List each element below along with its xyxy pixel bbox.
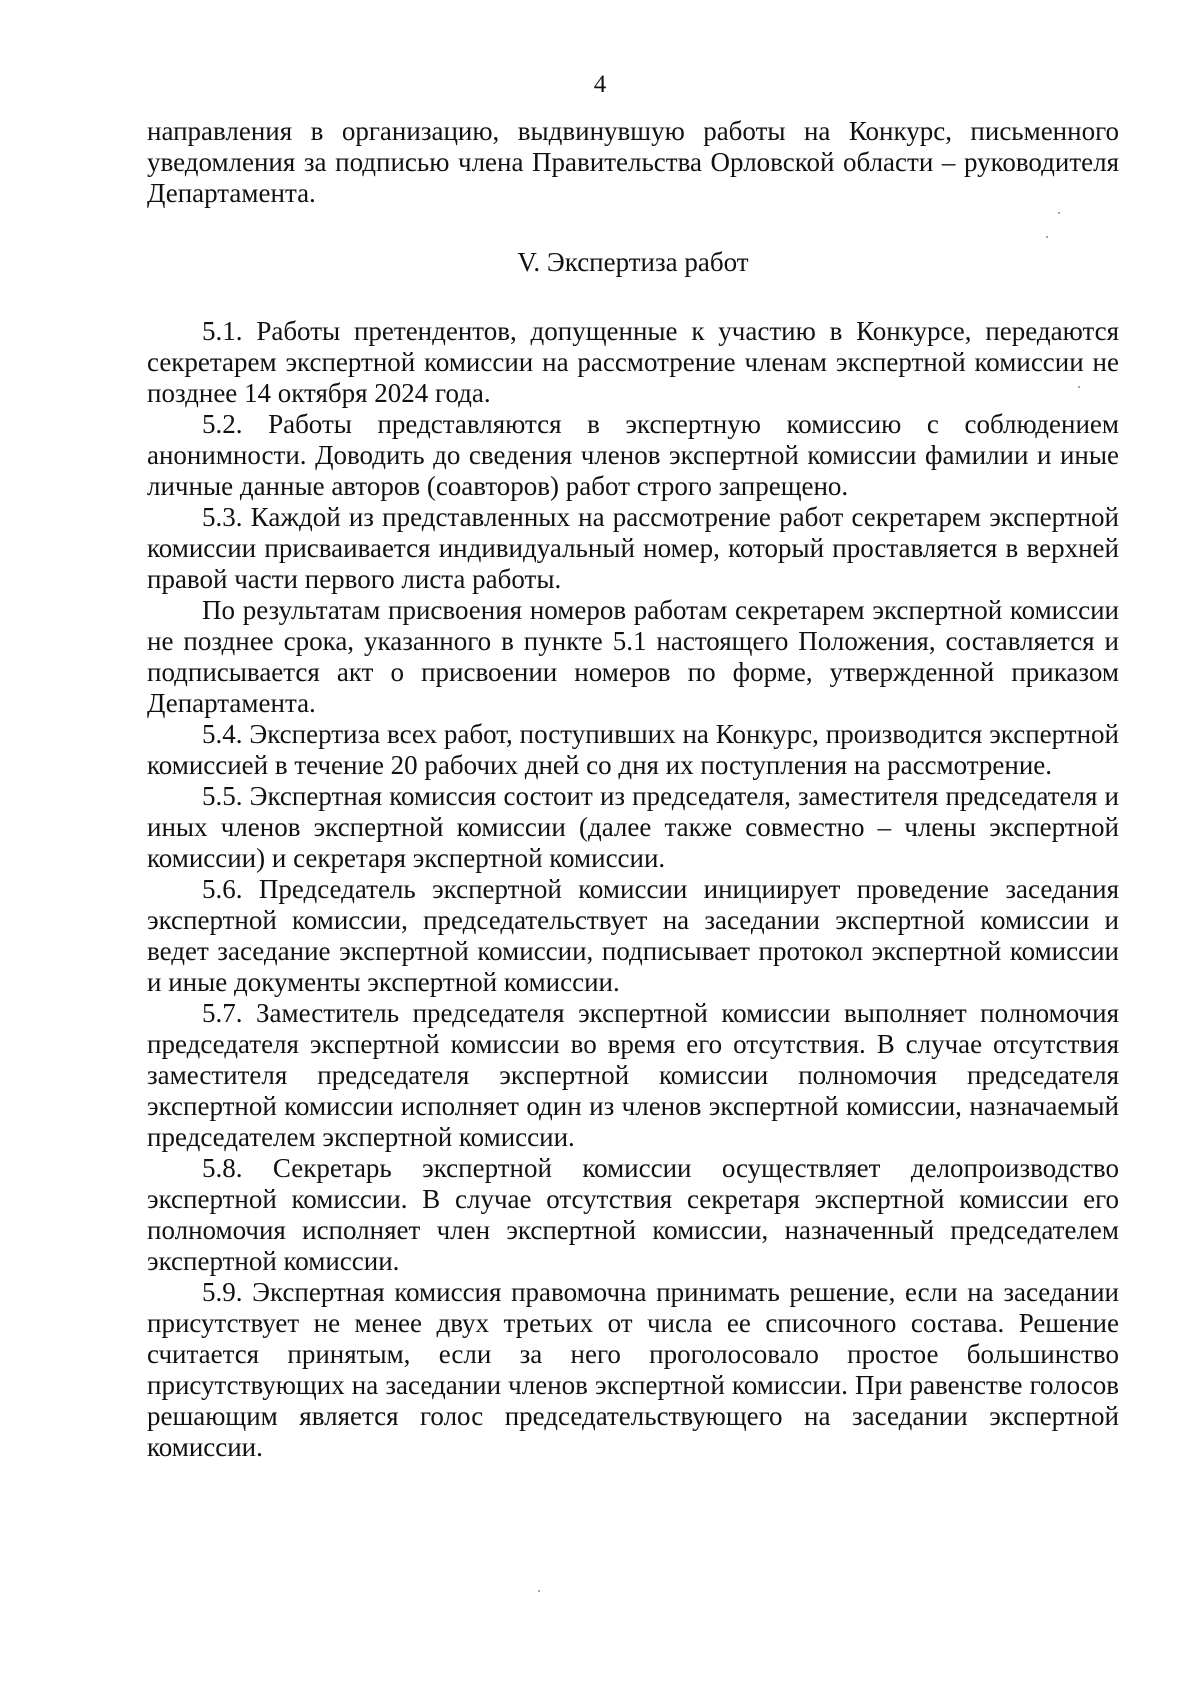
scan-speck [1046, 236, 1048, 238]
intro-paragraph: направления в организацию, выдвинувшую работы на Конкурс, письменного уведомления за подписью члена Правительства Орловской области – руководителя Департамента. [147, 116, 1119, 208]
paragraph-5-4: 5.4. Экспертиза всех работ, поступивших на Конкурс, производится экспертной комиссией в течение 20 рабочих дней со дня их поступления на рассмотрение. [147, 719, 1119, 780]
scan-speck [1078, 386, 1080, 388]
scan-speck [538, 1590, 540, 1592]
paragraph-5-3-act: По результатам присвоения номеров работам секретарем экспертной комиссии не позднее срока, указанного в пункте 5.1 настоящего Положения, составляется и подписывается акт о присвоении номеров по форме, утвержденной приказом Департамента. [147, 595, 1119, 718]
paragraph-5-1: 5.1. Работы претендентов, допущенные к участию в Конкурсе, передаются секретарем экспертной комиссии на рассмотрение членам экспертной комиссии не позднее 14 октября 2024 года. [147, 316, 1119, 408]
scan-speck [1058, 212, 1060, 214]
paragraph-5-6: 5.6. Председатель экспертной комиссии инициирует проведение заседания экспертной комиссии, председательствует на заседании экспертной комиссии и ведет заседание экспертной комиссии, подписывает протокол экспертной комиссии и иные документы экспертной комиссии. [147, 874, 1119, 997]
paragraph-5-5: 5.5. Экспертная комиссия состоит из председателя, заместителя председателя и иных членов экспертной комиссии (далее также совместно – члены экспертной комиссии) и секретаря экспертной комиссии. [147, 781, 1119, 873]
paragraph-5-9: 5.9. Экспертная комиссия правомочна принимать решение, если на заседании присутствует не менее двух третьих от числа ее списочного состава. Решение считается принятым, если за него проголосовало простое большинство присутствующих на заседании членов экспертной комиссии. При равенстве голосов решающим является голос председательствующего на заседании экспертной комиссии. [147, 1277, 1119, 1462]
page-number: 4 [593, 71, 607, 98]
document-body [147, 116, 1119, 1463]
paragraph-5-7: 5.7. Заместитель председателя экспертной комиссии выполняет полномочия председателя экспертной комиссии во время его отсутствия. В случае отсутствия заместителя председателя экспертной комиссии полномочия председателя экспертной комиссии исполняет один из членов экспертной комиссии, назначаемый председателем экспертной комиссии. [147, 998, 1119, 1152]
paragraph-5-2: 5.2. Работы представляются в экспертную комиссию с соблюдением анонимности. Доводить до сведения членов экспертной комиссии фамилии и иные личные данные авторов (соавторов) работ строго запрещено. [147, 409, 1119, 501]
paragraph-5-8: 5.8. Секретарь экспертной комиссии осуществляет делопроизводство экспертной комиссии. В случае отсутствия секретаря экспертной комиссии его полномочия исполняет член экспертной комиссии, назначенный председателем экспертной комиссии. [147, 1153, 1119, 1276]
section-heading: V. Экспертиза работ [517, 247, 749, 277]
paragraph-5-3: 5.3. Каждой из представленных на рассмотрение работ секретарем экспертной комиссии присваивается индивидуальный номер, который проставляется в верхней правой части первого листа работы. [147, 502, 1119, 594]
